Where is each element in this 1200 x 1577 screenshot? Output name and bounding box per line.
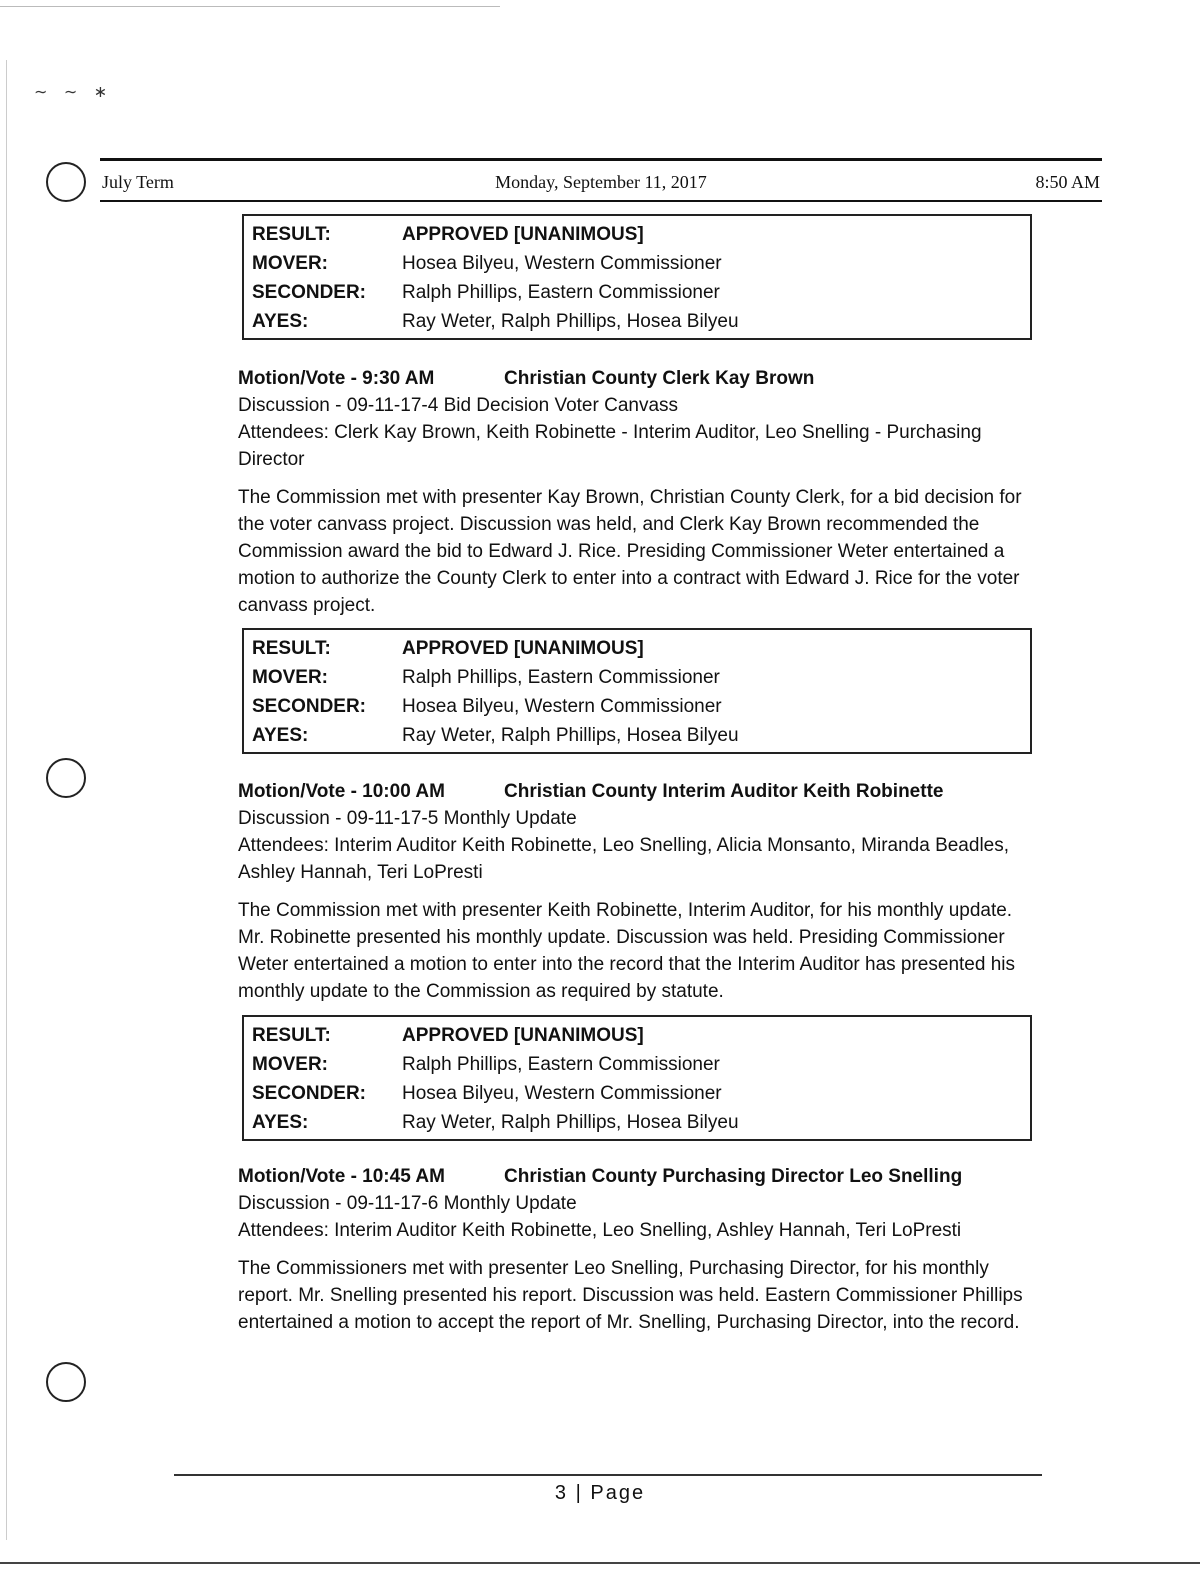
footer-rule xyxy=(174,1474,1042,1476)
punch-hole-icon xyxy=(46,758,86,798)
motion-section xyxy=(238,1163,1038,1336)
vote-row-seconder xyxy=(252,278,1030,307)
vote-mover: Ralph Phillips, Eastern Commissioner xyxy=(402,1054,720,1075)
vote-row-mover xyxy=(252,663,1030,692)
header-time: 8:50 AM xyxy=(1035,172,1100,192)
section-body: The Commission met with presenter Keith Robinette, Interim Auditor, for his monthly update. Mr. Robinette presented his monthly update. Discussion was held. Presiding Commissioner Weter entertained a motion to enter into the record that the Interim Auditor has presented his monthly update to the Commission as required by statute. xyxy=(238,900,1015,1002)
vote-label: SECONDER: xyxy=(252,282,367,303)
scan-edge-top xyxy=(0,6,500,7)
motion-title: Christian County Interim Auditor Keith Robinette xyxy=(504,781,944,802)
motion-heading xyxy=(238,1163,1038,1190)
vote-label: AYES: xyxy=(252,311,309,332)
vote-row-result xyxy=(252,220,1030,249)
vote-label: MOVER: xyxy=(252,667,328,688)
scan-speckle-marks: ∼ ∼ ∗ xyxy=(34,84,114,101)
vote-ayes: Ray Weter, Ralph Phillips, Hosea Bilyeu xyxy=(402,311,739,332)
vote-seconder: Hosea Bilyeu, Western Commissioner xyxy=(402,1083,722,1104)
punch-hole-icon xyxy=(46,162,86,202)
attendees-line: Attendees: Clerk Kay Brown, Keith Robinette - Interim Auditor, Leo Snelling - Purchasing Director xyxy=(238,422,982,470)
vote-label: RESULT: xyxy=(252,1025,331,1046)
vote-label: AYES: xyxy=(252,1112,309,1133)
vote-label: RESULT: xyxy=(252,638,331,659)
vote-row-mover xyxy=(252,249,1030,278)
motion-time: Motion/Vote - 9:30 AM xyxy=(238,368,435,389)
page-header xyxy=(100,158,1102,202)
section-body: The Commission met with presenter Kay Brown, Christian County Clerk, for a bid decision for the voter canvass project. Discussion was held, and Clerk Kay Brown recommended the Commission award the bid to Edward J. Rice. Presiding Commissioner Weter entertained a motion to authorize the County Clerk to enter into a contract with Edward J. Rice for the voter canvass project. xyxy=(238,487,1022,616)
header-term: July Term xyxy=(102,172,174,192)
header-date: Monday, September 11, 2017 xyxy=(495,172,707,192)
motion-time: Motion/Vote - 10:00 AM xyxy=(238,781,445,802)
vote-row-seconder xyxy=(252,692,1030,721)
vote-row-mover xyxy=(252,1050,1030,1079)
vote-mover: Ralph Phillips, Eastern Commissioner xyxy=(402,667,720,688)
scan-edge-bottom xyxy=(0,1562,1200,1564)
discussion-line: Discussion - 09-11-17-4 Bid Decision Voter Canvass xyxy=(238,395,679,416)
motion-heading xyxy=(238,365,1038,392)
motion-heading xyxy=(238,778,1038,805)
vote-row-ayes xyxy=(252,307,1030,336)
vote-label: MOVER: xyxy=(252,253,328,274)
attendees-line: Attendees: Interim Auditor Keith Robinette, Leo Snelling, Ashley Hannah, Teri LoPresti xyxy=(238,1220,962,1241)
motion-title: Christian County Purchasing Director Leo Snelling xyxy=(504,1166,963,1187)
vote-result-box xyxy=(242,214,1032,340)
section-body: The Commissioners met with presenter Leo Snelling, Purchasing Director, for his monthly report. Mr. Snelling presented his report. Discussion was held. Eastern Commissioner Phillips entertained a motion to accept the report of Mr. Snelling, Purchasing Director, into the record. xyxy=(238,1258,1023,1333)
vote-label: MOVER: xyxy=(252,1054,328,1075)
discussion-line: Discussion - 09-11-17-5 Monthly Update xyxy=(238,808,577,829)
motion-title: Christian County Clerk Kay Brown xyxy=(504,368,815,389)
vote-result-box xyxy=(242,628,1032,754)
vote-result: APPROVED [UNANIMOUS] xyxy=(402,224,644,245)
vote-ayes: Ray Weter, Ralph Phillips, Hosea Bilyeu xyxy=(402,725,739,746)
vote-label: RESULT: xyxy=(252,224,331,245)
vote-row-result xyxy=(252,634,1030,663)
vote-seconder: Hosea Bilyeu, Western Commissioner xyxy=(402,696,722,717)
vote-row-seconder xyxy=(252,1079,1030,1108)
vote-result-box xyxy=(242,1015,1032,1141)
vote-label: SECONDER: xyxy=(252,696,367,717)
vote-label: AYES: xyxy=(252,725,309,746)
motion-section xyxy=(238,778,1038,1005)
vote-result: APPROVED [UNANIMOUS] xyxy=(402,638,644,659)
punch-hole-icon xyxy=(46,1362,86,1402)
motion-section xyxy=(238,365,1038,619)
vote-row-result xyxy=(252,1021,1030,1050)
page-number: 3 | Page xyxy=(554,1482,646,1504)
vote-row-ayes xyxy=(252,1108,1030,1137)
vote-seconder: Ralph Phillips, Eastern Commissioner xyxy=(402,282,720,303)
vote-row-ayes xyxy=(252,721,1030,750)
attendees-line: Attendees: Interim Auditor Keith Robinette, Leo Snelling, Alicia Monsanto, Miranda Beadles, Ashley Hannah, Teri LoPresti xyxy=(238,835,1010,883)
vote-label: SECONDER: xyxy=(252,1083,367,1104)
vote-mover: Hosea Bilyeu, Western Commissioner xyxy=(402,253,722,274)
discussion-line: Discussion - 09-11-17-6 Monthly Update xyxy=(238,1193,577,1214)
motion-time: Motion/Vote - 10:45 AM xyxy=(238,1166,445,1187)
vote-result: APPROVED [UNANIMOUS] xyxy=(402,1025,644,1046)
scan-edge-left xyxy=(6,60,7,1540)
vote-ayes: Ray Weter, Ralph Phillips, Hosea Bilyeu xyxy=(402,1112,739,1133)
